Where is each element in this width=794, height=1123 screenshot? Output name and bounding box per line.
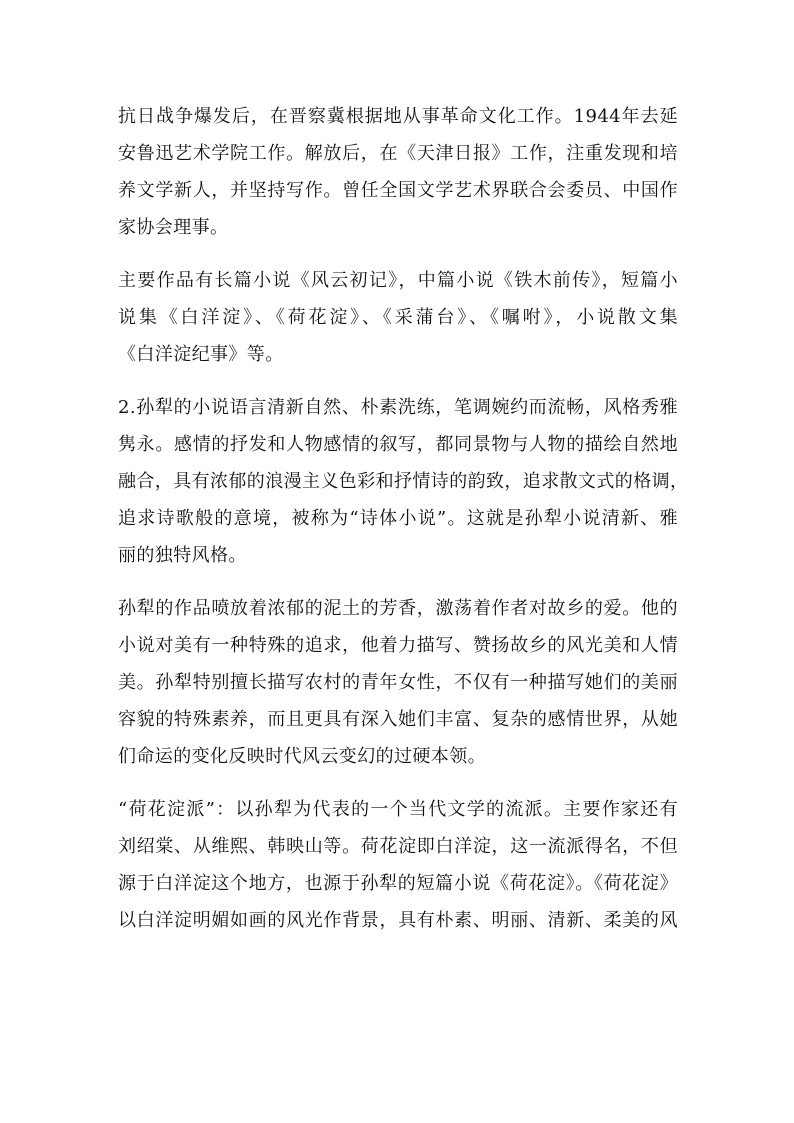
text-line: 主要作品有长篇小说《风云初记》，中篇小说《铁木前传》，短篇小 [118, 270, 678, 291]
text-line: 说集《白洋淀》、《荷花淀》、《采蒲台》、《嘱咐》，小说散文集 [118, 307, 678, 328]
paragraph-5 [118, 791, 678, 939]
text-line: 融合，具有浓郁的浪漫主义色彩和抒情诗的韵致，追求散文式的格调， [118, 471, 689, 492]
text-line: 安鲁迅艺术学院工作。解放后，在《天津日报》工作，注重发现和培 [118, 143, 678, 164]
paragraph-4 [118, 590, 678, 775]
text-line: 《白洋淀纪事》等。 [118, 344, 284, 365]
text-line: 追求诗歌般的意境，被称为“诗体小说”。这就是孙犁小说清新、雅 [118, 508, 678, 529]
text-line: 养文学新人，并坚持写作。曾任全国文学艺术界联合会委员、中国作 [118, 180, 678, 201]
text-line: 以白洋淀明媚如画的风光作背景，具有朴素、明丽、清新、柔美的风 [118, 910, 678, 931]
text-line: 隽永。感情的抒发和人物感情的叙写，都同景物与人物的描绘自然地 [118, 434, 678, 455]
paragraph-3 [118, 389, 689, 574]
text-line: 丽的独特风格。 [118, 545, 247, 566]
text-line: 家协会理事。 [118, 217, 229, 238]
text-line: 们命运的变化反映时代风云变幻的过硬本领。 [118, 746, 486, 767]
text-line: 孙犁的作品喷放着浓郁的泥土的芳香，激荡着作者对故乡的爱。他的 [118, 598, 678, 619]
text-line: 源于白洋淀这个地方，也源于孙犁的短篇小说《荷花淀》。《荷花淀》 [118, 873, 678, 894]
paragraph-1 [118, 98, 678, 246]
text-line: 2.孙犁的小说语言清新自然、朴素洗练，笔调婉约而流畅，风格秀雅 [118, 397, 678, 418]
text-line: 容貌的特殊素养，而且更具有深入她们丰富、复杂的感情世界，从她 [118, 709, 678, 730]
document-page [118, 98, 689, 955]
text-line: 小说对美有一种特殊的追求，他着力描写、赞扬故乡的风光美和人情 [118, 635, 678, 656]
text-line: 刘绍棠、从维熙、韩映山等。荷花淀即白洋淀，这一流派得名，不但 [118, 836, 678, 857]
text-line: 抗日战争爆发后，在晋察冀根据地从事革命文化工作。1944年去延 [118, 106, 678, 127]
text-line: “荷花淀派”：以孙犁为代表的一个当代文学的流派。主要作家还有 [118, 799, 678, 820]
text-line: 美。孙犁特别擅长描写农村的青年女性，不仅有一种描写她们的美丽 [118, 672, 678, 693]
paragraph-2 [118, 262, 678, 373]
